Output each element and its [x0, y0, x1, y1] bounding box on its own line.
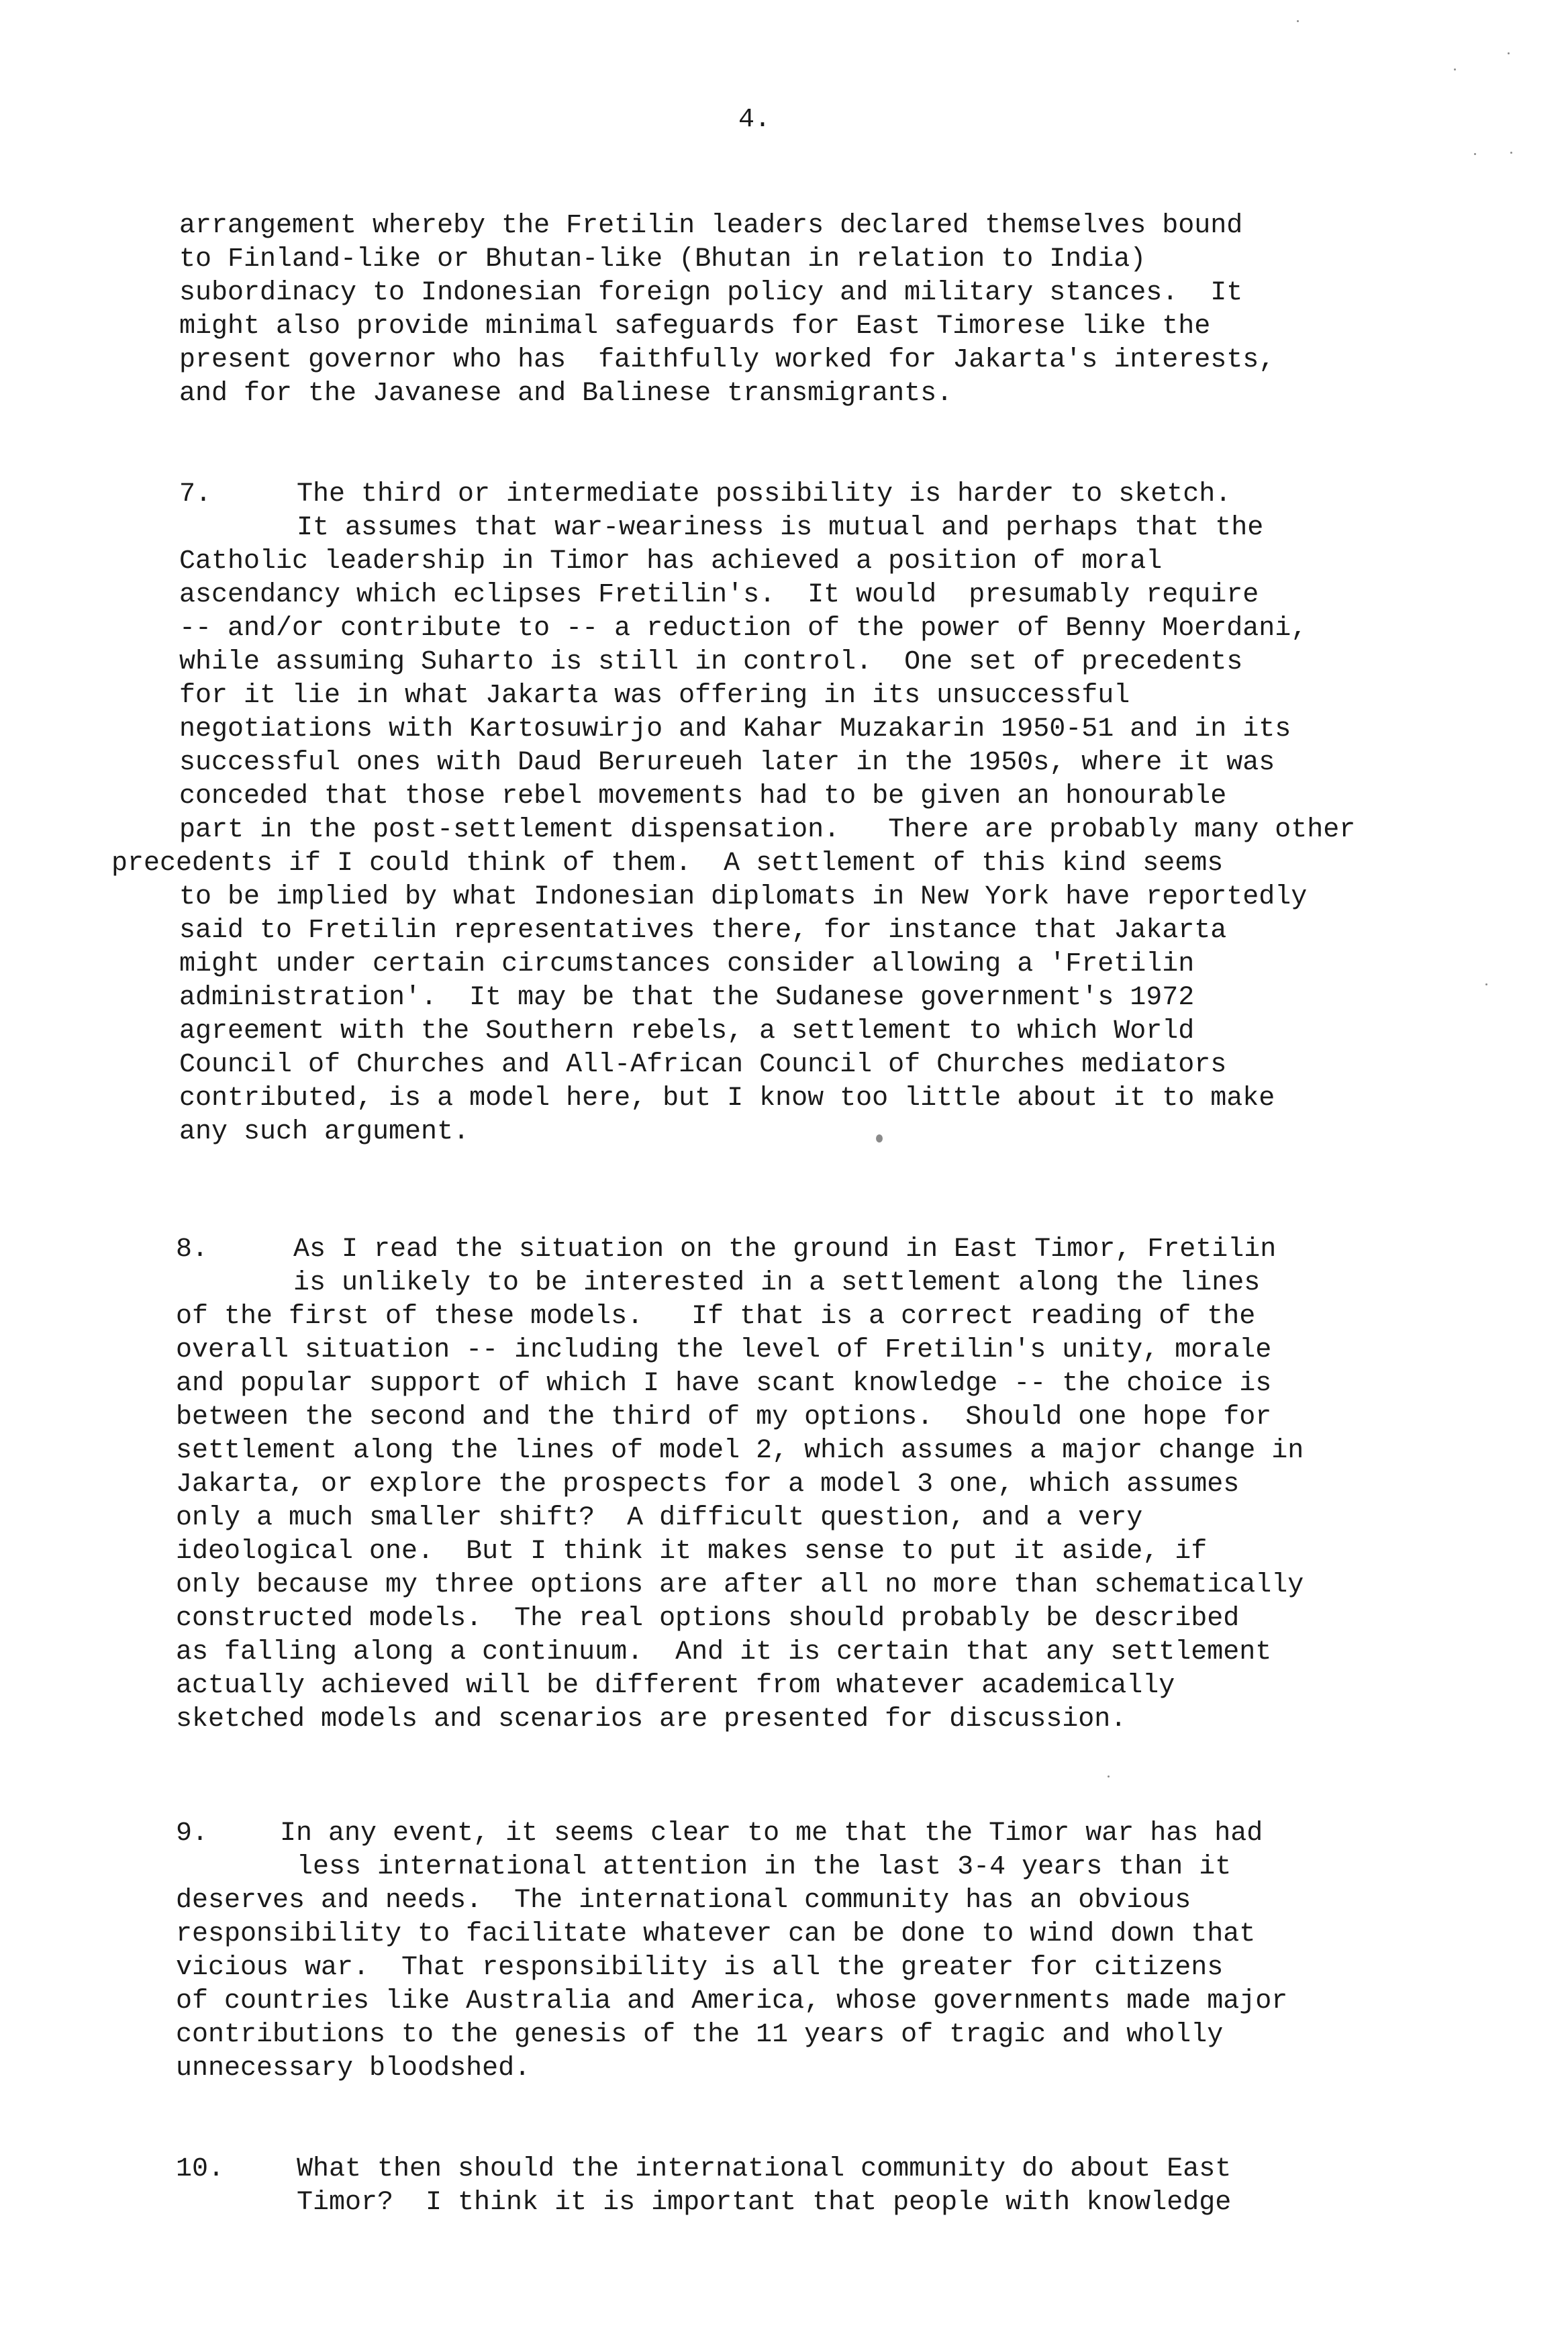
text-line: is unlikely to be interested in a settlement along the lines — [293, 1268, 1261, 1298]
text-line: of the first of these models. If that is a correct reading of the — [176, 1302, 1256, 1332]
text-line: settlement along the lines of model 2, which assumes a major change in — [176, 1436, 1304, 1466]
text-line: negotiations with Kartosuwirjo and Kahar Muzakarin 1950-51 and in its — [179, 714, 1291, 744]
paragraph-number: 9. — [176, 1818, 209, 1849]
text-line: for it lie in what Jakarta was offering in its unsuccessful — [179, 681, 1130, 711]
text-line: sketched models and scenarios are presented for discussion. — [176, 1704, 1127, 1735]
text-line: to be implied by what Indonesian diplomats in New York have reportedly — [179, 882, 1308, 912]
text-line: between the second and the third of my options. Should one hope for — [176, 1402, 1272, 1432]
text-line: only a much smaller shift? A difficult question, and a very — [176, 1503, 1143, 1533]
text-line: ideological one. But I think it makes sense to put it aside, if — [176, 1537, 1208, 1567]
page-number: 4. — [738, 105, 771, 135]
scan-speck — [1297, 20, 1299, 22]
text-line: actually achieved will be different from whatever academically — [176, 1671, 1175, 1701]
text-line: agreement with the Southern rebels, a settlement to which World — [179, 1016, 1195, 1047]
text-line: ascendancy which eclipses Fretilin's. It would presumably require — [179, 580, 1259, 610]
text-line: Timor? I think it is important that people with knowledge — [297, 2188, 1232, 2218]
text-line: overall situation -- including the level of Fretilin's unity, morale — [176, 1335, 1272, 1365]
text-line: Catholic leadership in Timor has achieved a position of moral — [179, 546, 1163, 577]
text-line: It assumes that war-weariness is mutual and perhaps that the — [297, 513, 1264, 543]
text-line: unnecessary bloodshed. — [176, 2053, 531, 2084]
paragraph-number: 8. — [176, 1234, 209, 1265]
text-line: As I read the situation on the ground in East Timor, Fretilin — [293, 1234, 1277, 1265]
text-line: administration'. It may be that the Sudanese government's 1972 — [179, 983, 1195, 1013]
text-line: contributed, is a model here, but I know too little about it to make — [179, 1083, 1275, 1114]
text-line: as falling along a continuum. And it is certain that any settlement — [176, 1637, 1272, 1667]
text-line: less international attention in the last 3-4 years than it — [297, 1852, 1232, 1882]
text-line: constructed models. The real options should probably be described — [176, 1604, 1240, 1634]
text-line: vicious war. That responsibility is all the greater for citizens — [176, 1953, 1224, 1983]
text-line: The third or intermediate possibility is harder to sketch. — [297, 479, 1232, 509]
text-line: What then should the international community do about East — [297, 2154, 1232, 2184]
text-line: Jakarta, or explore the prospects for a model 3 one, which assumes — [176, 1469, 1240, 1500]
paragraph-number: 7. — [179, 479, 212, 509]
text-line: In any event, it seems clear to me that the Timor war has had — [280, 1818, 1263, 1849]
text-line: successful ones with Daud Berureueh later in the 1950s, where it was — [179, 748, 1275, 778]
scan-speck — [1508, 52, 1510, 54]
ink-blot — [876, 1134, 883, 1142]
text-line: -- and/or contribute to -- a reduction of the power of Benny Moerdani, — [179, 614, 1308, 644]
scan-speck — [1454, 68, 1456, 70]
text-line: conceded that those rebel movements had to be given an honourable — [179, 781, 1227, 812]
text-line: precedents if I could think of them. A settlement of this kind seems — [111, 848, 1224, 879]
paragraph-number: 10. — [176, 2154, 225, 2184]
text-line: responsibility to facilitate whatever can be done to wind down that — [176, 1919, 1256, 1949]
text-line: might under certain circumstances consider allowing a 'Fretilin — [179, 949, 1195, 979]
text-line: any such argument. — [179, 1117, 470, 1147]
text-line: and popular support of which I have scant knowledge -- the choice is — [176, 1369, 1272, 1399]
text-line: to Finland-like or Bhutan-like (Bhutan in relation to India) — [179, 244, 1146, 275]
text-line: only because my three options are after all no more than schematically — [176, 1570, 1304, 1600]
scan-speck — [1474, 153, 1476, 155]
text-line: Council of Churches and All-African Council of Churches mediators — [179, 1050, 1227, 1080]
text-line: and for the Javanese and Balinese transmigrants. — [179, 379, 953, 409]
text-line: of countries like Australia and America, whose governments made major — [176, 1986, 1288, 2016]
scan-speck — [1510, 152, 1512, 154]
text-line: contributions to the genesis of the 11 years of tragic and wholly — [176, 2020, 1224, 2050]
scan-speck — [1485, 983, 1487, 985]
text-line: subordinacy to Indonesian foreign policy and military stances. It — [179, 278, 1243, 308]
scan-speck — [1108, 1775, 1110, 1778]
text-line: deserves and needs. The international community has an obvious — [176, 1886, 1191, 1916]
text-line: arrangement whereby the Fretilin leaders declared themselves bound — [179, 211, 1243, 241]
text-line: might also provide minimal safeguards for East Timorese like the — [179, 311, 1211, 342]
text-line: said to Fretilin representatives there, for instance that Jakarta — [179, 916, 1227, 946]
text-line: part in the post-settlement dispensation. There are probably many other — [179, 815, 1356, 845]
text-line: while assuming Suharto is still in control. One set of precedents — [179, 647, 1243, 677]
text-line: present governor who has faithfully worked for Jakarta's interests, — [179, 345, 1275, 375]
